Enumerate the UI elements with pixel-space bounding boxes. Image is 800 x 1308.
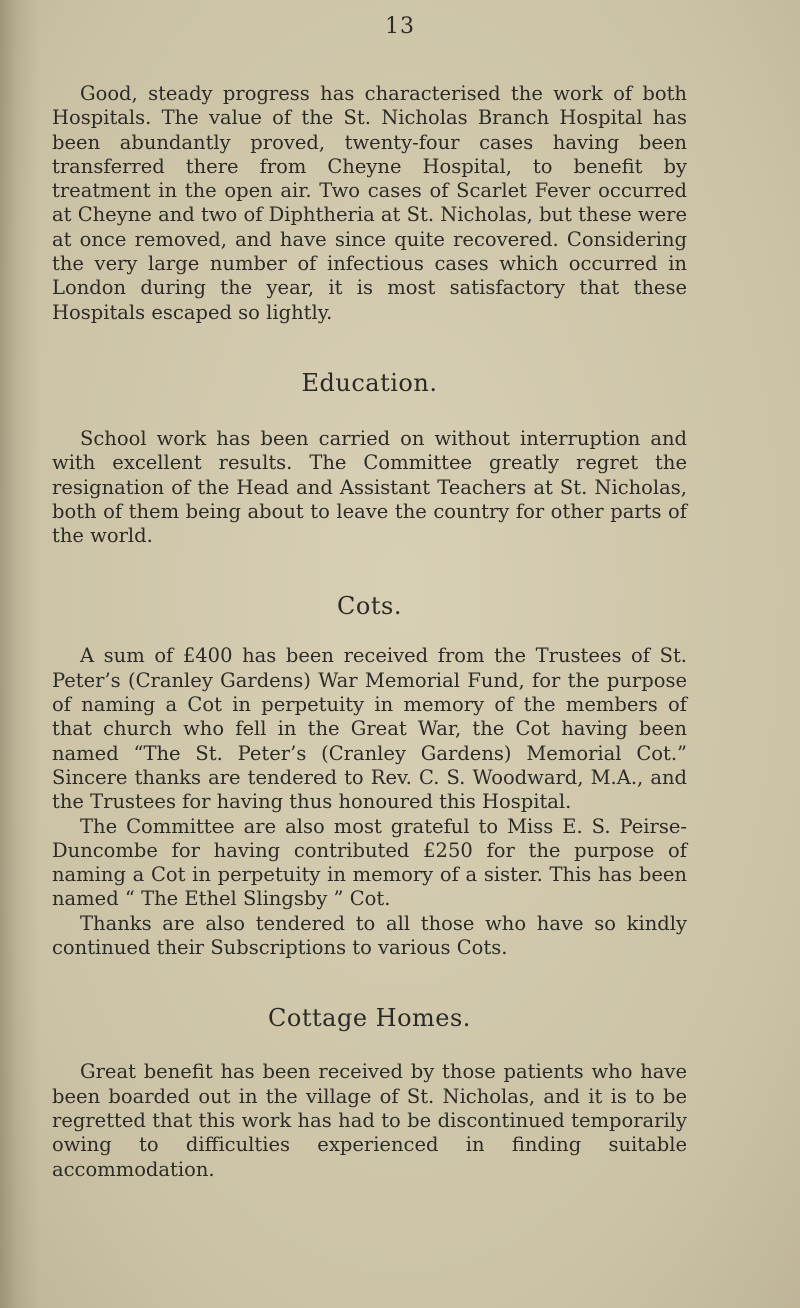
section-hospitals	[52, 82, 687, 325]
paragraph: School work has been carried on without interruption and with excellent results. The Committee greatly regret the resignation of the Head and Assistant Teachers at St. Nicholas, both of them being about to leave the country for other parts of the world.	[52, 426, 687, 548]
section-heading: Cottage Homes.	[268, 1004, 471, 1033]
section-cottage-homes	[52, 1004, 687, 1181]
paragraph: The Committee are also most grateful to Miss E. S. Peirse-Duncombe for having contributed £250 for the purpose of naming a Cot in perpetuity in memory of a sister. This has been named “ The Ethel Slingsby ” Cot.	[52, 814, 687, 911]
page-number: 13	[385, 14, 415, 39]
paragraph: Thanks are also tendered to all those who have so kindly continued their Subscriptions to various Cots.	[52, 911, 687, 960]
paragraph: Good, steady progress has characterised the work of both Hospitals. The value of the St. Nicholas Branch Hospital has been abundantly proved, twenty-four cases having been transferred there from Cheyne Hospital, to benefit by treatment in the open air. Two cases of Scarlet Fever occurred at Cheyne and two of Diphtheria at St. Nicholas, but these were at once removed, and have since quite recovered. Considering the very large number of infectious cases which occurred in London during the year, it is most satisfactory that these Hospitals escaped so lightly.	[52, 82, 687, 324]
section-heading: Cots.	[337, 592, 402, 621]
section-cots	[52, 592, 687, 960]
section-education	[52, 369, 687, 548]
section-heading: Education.	[301, 368, 438, 397]
paragraph: Great benefit has been received by those patients who have been boarded out in the village of St. Nicholas, and it is to be regretted that this work has had to be discontinued temporarily owing to difficulties experienced in finding suitable accommodation.	[52, 1060, 687, 1181]
paragraph: A sum of £400 has been received from the Trustees of St. Peter’s (Cranley Gardens) War Memorial Fund, for the purpose of naming a Cot in perpetuity in memory of the members of that church who fell in the Great War, the Cot having been named “The St. Peter’s (Cranley Gardens) Memorial Cot.” Sincere thanks are tendered to Rev. C. S. Woodward, M.A., and the Trustees for having thus honoured this Hospital.	[52, 644, 687, 814]
page-body	[52, 82, 687, 1182]
